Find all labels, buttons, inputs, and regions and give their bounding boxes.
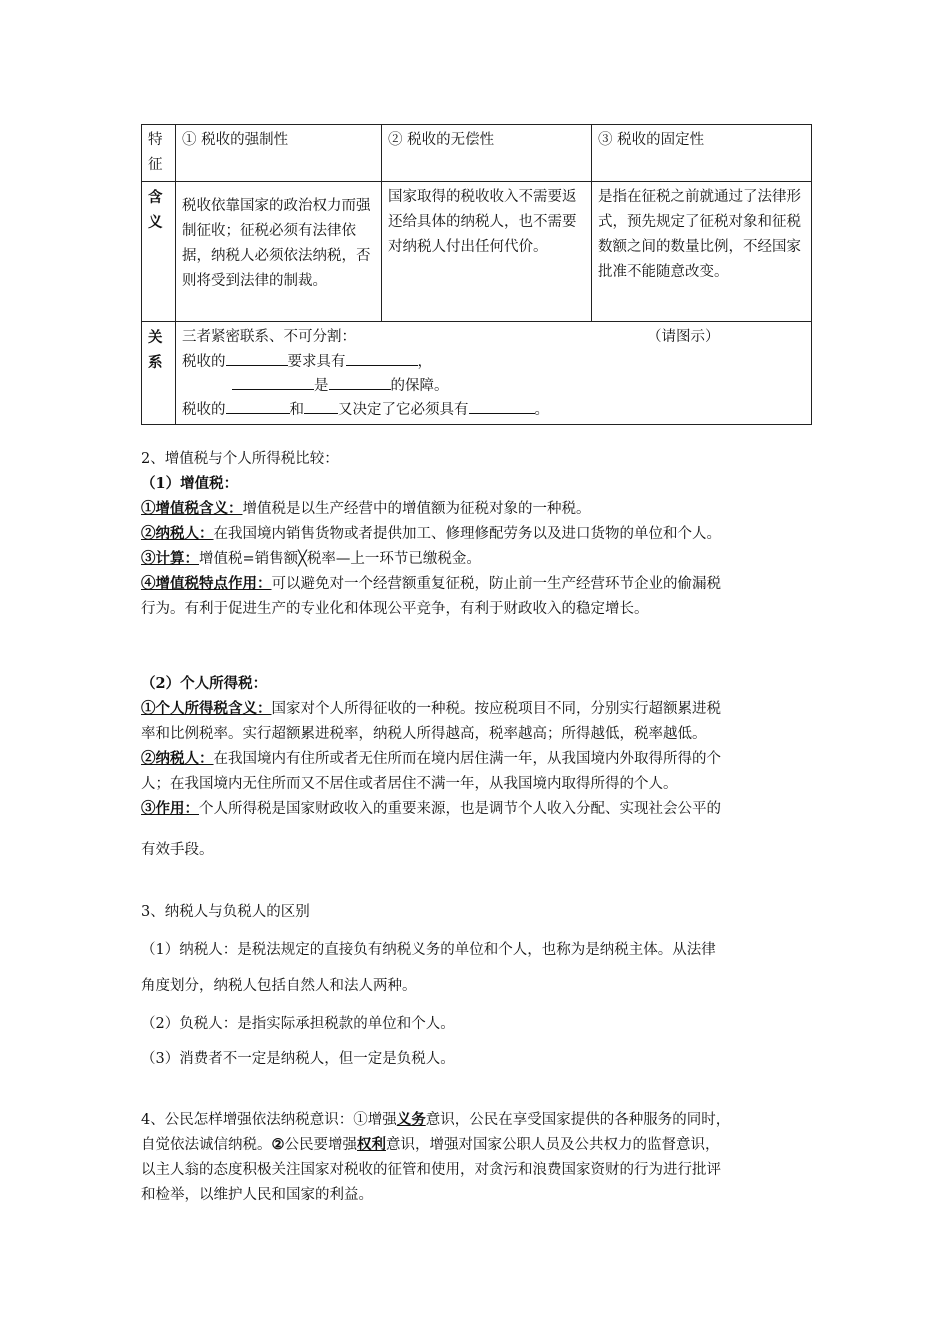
taxpayer-def: （1）纳税人：是税法规定的直接负有纳税义务的单位和个人，也称为是纳税主体。从法律	[141, 942, 716, 958]
s4-text: 意识，公民在享受国家提供的各种服务的同时，	[425, 1112, 731, 1128]
vat-heading: （1）增值税：	[141, 475, 239, 492]
header-compulsory: ① 税收的强制性	[176, 125, 382, 182]
s4-text: 公民要增强	[284, 1137, 357, 1153]
table-row-relation	[142, 322, 812, 425]
vat-taxpayer-label: ②纳税人：	[141, 525, 214, 542]
section-3-title: 3、纳税人与负税人的区别	[141, 904, 310, 920]
pit-taxpayer-label: ②纳税人：	[141, 750, 214, 767]
vat-features-cont: 行为。有利于促进生产的专业化和体现公平竞争，有利于财政收入的稳定增长。	[141, 601, 649, 617]
relation-cell	[176, 322, 812, 425]
pit-meaning	[141, 697, 721, 718]
pit-role-cont: 有效手段。	[141, 842, 214, 858]
meaning-compulsory: 税收依靠国家的政治权力而强制征收；征税必须有法律依据，纳税人必须依法纳税，否则将受到法律的制裁。	[176, 182, 382, 322]
fill-blank[interactable]	[304, 397, 338, 414]
s4-text: 自觉依法诚信纳税。	[141, 1137, 272, 1153]
table-row-meaning	[142, 182, 812, 322]
section-4-line-4: 和检举，以维护人民和国家的利益。	[141, 1187, 373, 1203]
vat-calculation-label: ③计算：	[141, 550, 199, 567]
vat-taxpayer-text: 在我国境内销售货物或者提供加工、修理修配劳务以及进口货物的单位和个人。	[213, 526, 721, 542]
vat-meaning-text: 增值税是以生产经营中的增值额为征税对象的一种税。	[242, 501, 591, 517]
vat-meaning-label: ①增值税含义：	[141, 500, 243, 517]
pit-meaning-text: 国家对个人所得征收的一种税。按应税项目不同，分别实行超额累进税	[271, 701, 721, 717]
relation-text: 税收的	[182, 354, 226, 370]
pit-taxpayer	[141, 747, 721, 768]
relation-line-2	[182, 349, 805, 373]
relation-text: 的保障。	[390, 378, 449, 394]
consumer-note: （3）消费者不一定是纳税人，但一定是负税人。	[141, 1051, 455, 1067]
table-row-header	[142, 125, 812, 182]
vat-features-text: 可以避免对一个经营额重复征税，防止前一生产经营环节企业的偷漏税	[271, 576, 721, 592]
pit-role	[141, 797, 721, 818]
relation-text: 税收的	[182, 402, 226, 418]
relation-text: 。	[534, 402, 549, 418]
relation-intro-line	[182, 325, 805, 349]
keyword-obligation: 义务	[396, 1111, 426, 1128]
tax-bearer-def: （2）负税人：是指实际承担税款的单位和个人。	[141, 1016, 455, 1032]
pit-taxpayer-cont: 人；在我国境内无住所而又不居住或者居住不满一年，从我国境内取得所得的个人。	[141, 776, 678, 792]
relation-text: 要求具有	[287, 354, 346, 370]
pit-role-text: 个人所得税是国家财政收入的重要来源，也是调节个人收入分配、实现社会公平的	[199, 801, 721, 817]
pit-meaning-label: ①个人所得税含义：	[141, 700, 272, 717]
s4-text: 意识，增强对国家公职人员及公共权力的监督意识，	[386, 1137, 720, 1153]
relation-hint: （请图示）	[647, 329, 720, 345]
relation-text: ，	[417, 354, 432, 370]
vat-calculation	[141, 547, 481, 568]
keyword-right: 权利	[357, 1136, 386, 1153]
label-meaning: 含义	[142, 182, 176, 322]
relation-text: 和	[289, 402, 304, 418]
pit-taxpayer-text: 在我国境内有住所或者无住所而在境内居住满一年，从我国境内外取得所得的个	[213, 751, 721, 767]
vat-taxpayer	[141, 522, 721, 543]
vat-features-label: ④增值税特点作用：	[141, 575, 272, 592]
pit-heading: （2）个人所得税：	[141, 675, 268, 692]
fill-blank[interactable]	[226, 397, 290, 414]
section-4-line-1	[141, 1108, 730, 1129]
section-4-line-3: 以主人翁的态度积极关注国家对税收的征管和使用，对贪污和浪费国家资财的行为进行批评	[141, 1162, 721, 1178]
relation-intro: 三者紧密联系、不可分割：	[182, 329, 356, 345]
fill-blank[interactable]	[232, 373, 314, 390]
section-4-line-2	[141, 1133, 720, 1154]
fill-blank[interactable]	[346, 349, 418, 366]
s4-marker: ②	[271, 1136, 285, 1153]
meaning-gratuitous: 国家取得的税收收入不需要返还给具体的纳税人，也不需要对纳税人付出任何代价。	[382, 182, 592, 322]
label-features: 特征	[142, 125, 176, 182]
tax-features-table	[141, 124, 812, 425]
label-relation: 关系	[142, 322, 176, 425]
header-fixed: ③ 税收的固定性	[592, 125, 812, 182]
vat-meaning	[141, 497, 591, 518]
vat-features	[141, 572, 721, 593]
header-gratuitous: ② 税收的无偿性	[382, 125, 592, 182]
fill-blank[interactable]	[226, 349, 288, 366]
fill-blank[interactable]	[469, 397, 535, 414]
section-4-title: 4、公民怎样增强依法纳税意识：	[141, 1112, 354, 1128]
pit-meaning-cont: 率和比例税率。实行超额累进税率，纳税人所得越高，税率越高；所得越低，税率越低。	[141, 726, 707, 742]
pit-role-label: ③作用：	[141, 800, 199, 817]
s4-text: ①增强	[353, 1112, 397, 1128]
meaning-fixed: 是指在征税之前就通过了法律形式，预先规定了征税对象和征税数额之间的数量比例，不经国家批准不能随意改变。	[592, 182, 812, 322]
relation-text: 是	[314, 378, 329, 394]
vat-calculation-text: 增值税=销售额╳税率—上一环节已缴税金。	[199, 551, 481, 567]
relation-text: 又决定了它必须具有	[338, 402, 469, 418]
taxpayer-def-cont: 角度划分，纳税人包括自然人和法人两种。	[141, 978, 417, 994]
relation-line-4	[182, 397, 805, 421]
fill-blank[interactable]	[329, 373, 391, 390]
relation-line-3	[182, 373, 805, 397]
section-2-title: 2、增值税与个人所得税比较：	[141, 451, 339, 467]
